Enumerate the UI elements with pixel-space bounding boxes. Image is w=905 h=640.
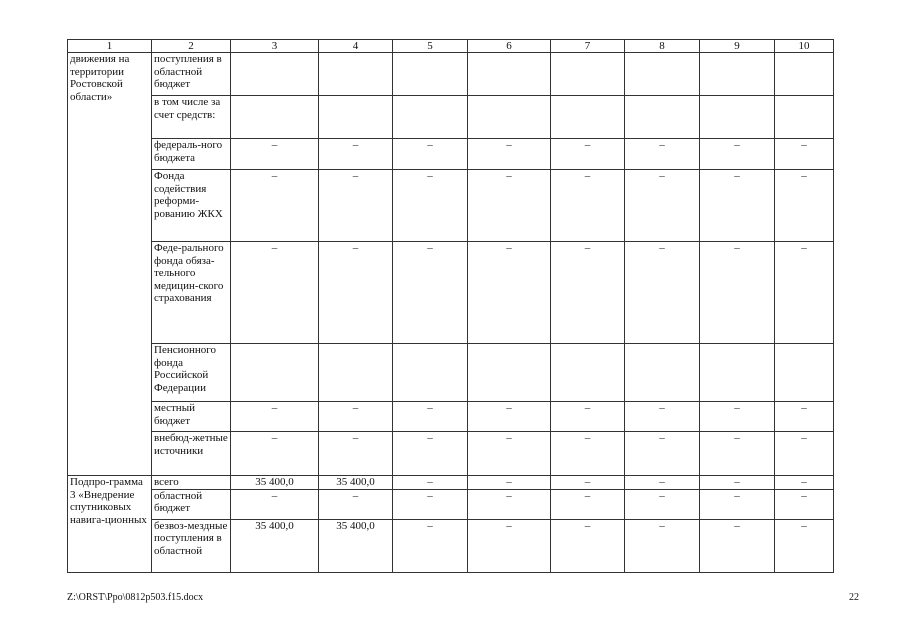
value-cell: –	[319, 170, 393, 242]
value-cell	[393, 344, 468, 402]
budget-table	[67, 39, 834, 573]
program-name-cell: Подпро-грамма 3 «Внедрение спутниковых навига-ционных	[68, 476, 152, 573]
value-cell	[625, 344, 700, 402]
column-header: 9	[700, 40, 775, 53]
value-cell: –	[468, 432, 551, 476]
value-cell: –	[551, 402, 625, 432]
value-cell: –	[319, 242, 393, 344]
value-cell	[231, 53, 319, 96]
value-cell: –	[775, 242, 834, 344]
file-path: Z:\ORST\Ppo\0812p503.f15.docx	[67, 592, 204, 603]
value-cell: –	[468, 242, 551, 344]
value-cell: –	[393, 139, 468, 170]
value-cell: –	[551, 489, 625, 519]
column-header: 4	[319, 40, 393, 53]
value-cell: –	[775, 489, 834, 519]
column-header: 8	[625, 40, 700, 53]
value-cell	[468, 344, 551, 402]
value-cell: –	[468, 489, 551, 519]
value-cell: –	[319, 139, 393, 170]
value-cell	[551, 53, 625, 96]
value-cell	[700, 53, 775, 96]
value-cell	[775, 96, 834, 139]
column-header: 7	[551, 40, 625, 53]
column-header: 1	[68, 40, 152, 53]
value-cell: –	[625, 476, 700, 490]
value-cell: –	[551, 242, 625, 344]
value-cell: –	[700, 242, 775, 344]
value-cell: –	[625, 242, 700, 344]
value-cell	[551, 344, 625, 402]
column-header: 5	[393, 40, 468, 53]
column-header: 3	[231, 40, 319, 53]
column-header: 10	[775, 40, 834, 53]
value-cell: –	[393, 432, 468, 476]
value-cell: 35 400,0	[319, 519, 393, 572]
value-cell: –	[775, 402, 834, 432]
table-row	[68, 402, 834, 432]
value-cell: –	[625, 170, 700, 242]
value-cell: –	[551, 432, 625, 476]
value-cell: –	[700, 489, 775, 519]
table-row	[68, 489, 834, 519]
value-cell: –	[319, 489, 393, 519]
value-cell	[625, 53, 700, 96]
table-row	[68, 139, 834, 170]
value-cell: –	[393, 242, 468, 344]
value-cell	[468, 53, 551, 96]
table-row	[68, 96, 834, 139]
value-cell	[775, 344, 834, 402]
value-cell	[468, 96, 551, 139]
value-cell: –	[393, 489, 468, 519]
page-number: 22	[849, 592, 859, 603]
value-cell	[231, 344, 319, 402]
value-cell: –	[775, 432, 834, 476]
table-body	[68, 40, 834, 573]
value-cell: –	[468, 402, 551, 432]
source-label-cell: Пенсионного фонда Российской Федерации	[152, 344, 231, 402]
value-cell: –	[231, 402, 319, 432]
value-cell: –	[551, 170, 625, 242]
value-cell: –	[551, 519, 625, 572]
value-cell: –	[319, 432, 393, 476]
source-label-cell: местный бюджет	[152, 402, 231, 432]
value-cell	[319, 344, 393, 402]
source-label-cell: федераль-ного бюджета	[152, 139, 231, 170]
value-cell: –	[775, 519, 834, 572]
column-header: 2	[152, 40, 231, 53]
value-cell: –	[625, 139, 700, 170]
value-cell: 35 400,0	[231, 476, 319, 490]
source-label-cell: Фонда содействия реформи-рованию ЖКХ	[152, 170, 231, 242]
value-cell: –	[700, 519, 775, 572]
value-cell: –	[393, 170, 468, 242]
value-cell	[393, 96, 468, 139]
table-row	[68, 53, 834, 96]
value-cell: –	[775, 139, 834, 170]
value-cell: –	[551, 476, 625, 490]
table-row	[68, 519, 834, 572]
table-row	[68, 476, 834, 490]
value-cell: –	[700, 139, 775, 170]
value-cell: 35 400,0	[231, 519, 319, 572]
value-cell: –	[625, 432, 700, 476]
value-cell	[319, 53, 393, 96]
table-row	[68, 242, 834, 344]
value-cell: –	[775, 170, 834, 242]
table-row	[68, 170, 834, 242]
value-cell	[700, 344, 775, 402]
value-cell	[775, 53, 834, 96]
value-cell: –	[393, 476, 468, 490]
value-cell: –	[468, 476, 551, 490]
source-label-cell: Феде-рального фонда обяза-тельного медицин-ского страхования	[152, 242, 231, 344]
value-cell: –	[231, 242, 319, 344]
source-label-cell: областной бюджет	[152, 489, 231, 519]
table-row	[68, 432, 834, 476]
source-label-cell: всего	[152, 476, 231, 490]
value-cell: –	[231, 170, 319, 242]
value-cell	[700, 96, 775, 139]
program-name-cell: движения на территории Ростовской области»	[68, 53, 152, 476]
value-cell: –	[231, 432, 319, 476]
value-cell: –	[393, 402, 468, 432]
value-cell	[231, 96, 319, 139]
source-label-cell: поступления в областной бюджет	[152, 53, 231, 96]
value-cell	[625, 96, 700, 139]
value-cell: –	[700, 432, 775, 476]
value-cell	[393, 53, 468, 96]
value-cell: –	[700, 476, 775, 490]
value-cell: –	[468, 170, 551, 242]
source-label-cell: внебюд-жетные источники	[152, 432, 231, 476]
value-cell: –	[700, 402, 775, 432]
value-cell: 35 400,0	[319, 476, 393, 490]
value-cell: –	[468, 139, 551, 170]
value-cell: –	[319, 402, 393, 432]
value-cell	[551, 96, 625, 139]
header-row	[68, 40, 834, 53]
value-cell: –	[625, 402, 700, 432]
value-cell: –	[231, 139, 319, 170]
value-cell: –	[625, 519, 700, 572]
value-cell: –	[700, 170, 775, 242]
value-cell: –	[551, 139, 625, 170]
value-cell: –	[625, 489, 700, 519]
value-cell: –	[775, 476, 834, 490]
value-cell: –	[468, 519, 551, 572]
source-label-cell: безвоз-мездные поступления в областной	[152, 519, 231, 572]
column-header: 6	[468, 40, 551, 53]
value-cell: –	[231, 489, 319, 519]
source-label-cell: в том числе за счет средств:	[152, 96, 231, 139]
value-cell	[319, 96, 393, 139]
table-row	[68, 344, 834, 402]
value-cell: –	[393, 519, 468, 572]
